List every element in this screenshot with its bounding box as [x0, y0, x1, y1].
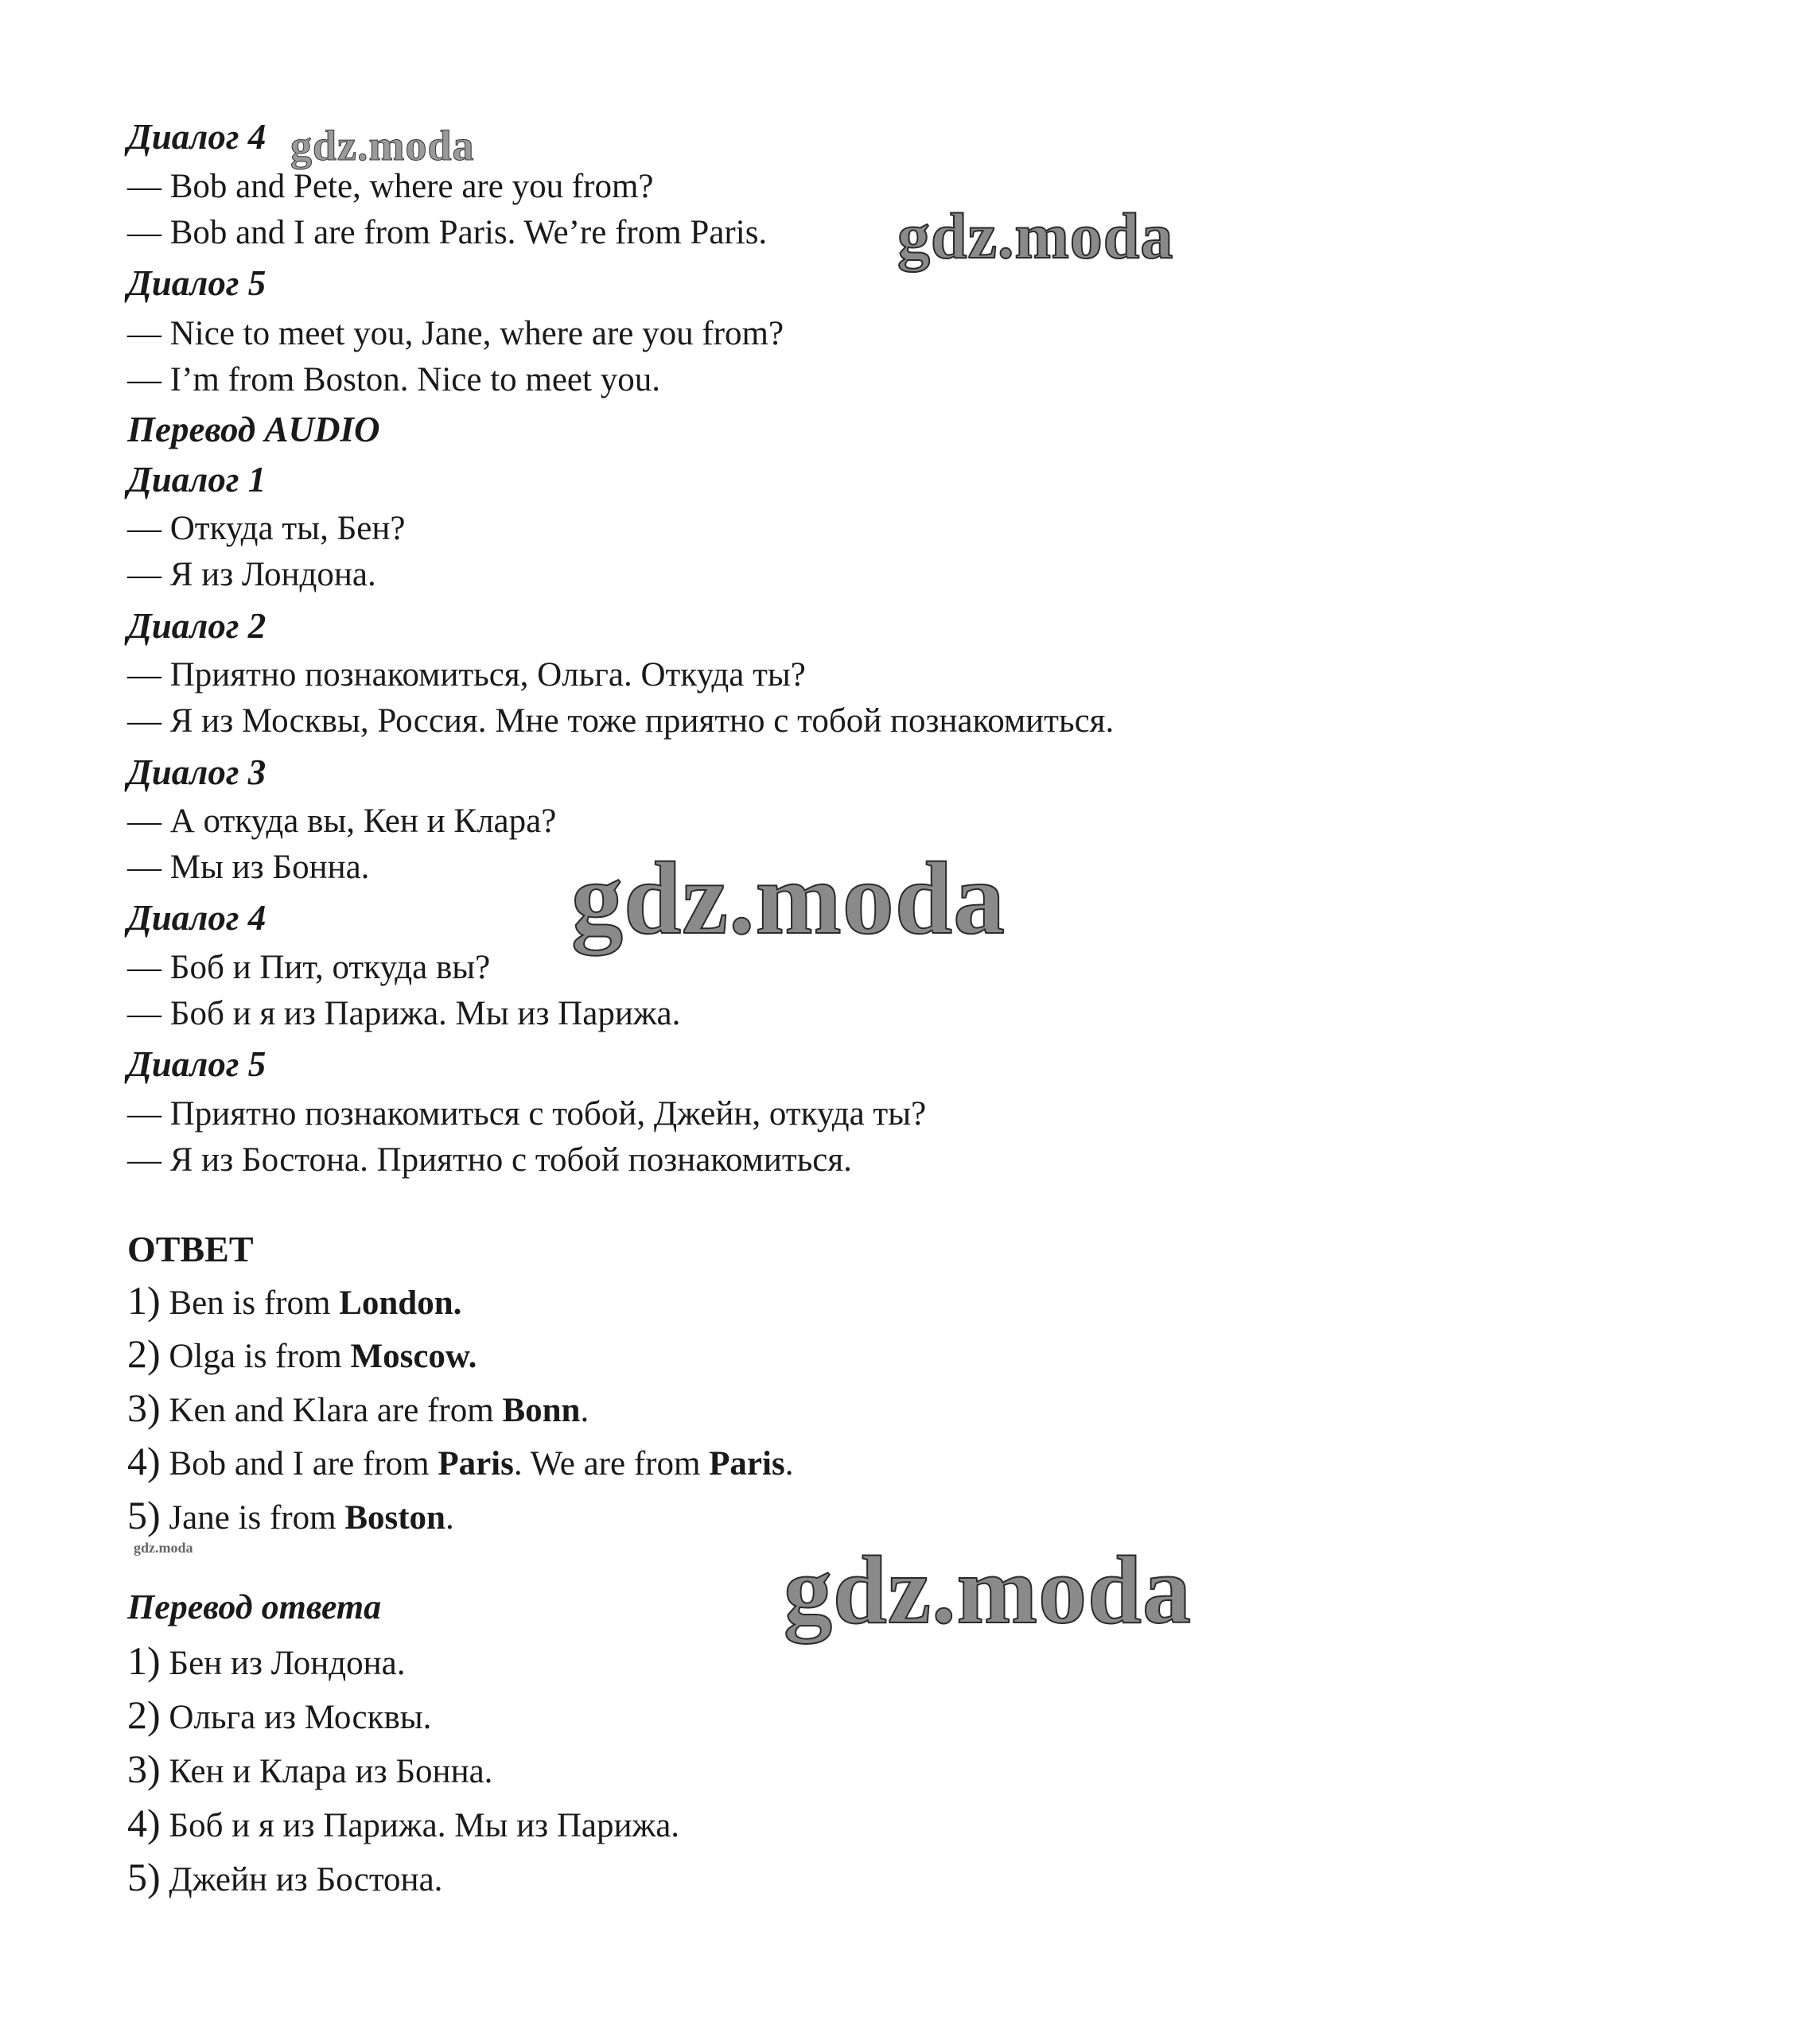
heading-dialog-5-en: Диалог 5	[127, 263, 267, 303]
item-number: 4)	[127, 1439, 161, 1483]
answer-bold: Paris	[438, 1445, 514, 1482]
item-number: 5)	[127, 1855, 161, 1899]
answer-item	[127, 1280, 461, 1323]
dialog-line: — Мы из Бонна.	[127, 849, 370, 886]
dialog-line: — I’m from Boston. Nice to meet you.	[127, 361, 660, 398]
answer-text: Bob and I are from	[160, 1445, 438, 1482]
answer-bold: Boston	[344, 1499, 445, 1537]
dialog-line: — Bob and I are from Paris. We’re from Paris.	[127, 214, 768, 251]
answer-text: Ben is from	[160, 1284, 340, 1322]
dialog-line: — Приятно познакомиться, Ольга. Откуда ты?	[127, 656, 806, 694]
answer-bold: Bonn	[502, 1392, 581, 1429]
translation-text: Ольга из Москвы.	[160, 1699, 432, 1736]
translation-text: Джейн из Бостона.	[160, 1861, 443, 1898]
dialog-line: — Боб и Пит, откуда вы?	[127, 949, 491, 986]
heading-dialog-5-ru: Диалог 5	[127, 1044, 267, 1084]
answer-text: Ken and Klara are from	[160, 1392, 503, 1429]
answer-item	[127, 1441, 793, 1484]
item-number: 1)	[127, 1638, 161, 1683]
translation-text: Кен и Клара из Бонна.	[160, 1753, 493, 1790]
dialog-line: — Я из Лондона.	[127, 556, 376, 593]
answer-bold: Paris	[709, 1445, 785, 1482]
item-number: 1)	[127, 1278, 161, 1323]
item-number: 2)	[127, 1331, 161, 1376]
translation-item	[127, 1803, 679, 1846]
item-number: 3)	[127, 1747, 161, 1791]
heading-translation-audio: Перевод AUDIO	[127, 410, 380, 449]
heading-dialog-4-ru: Диалог 4	[127, 898, 267, 938]
answer-text: .	[784, 1445, 794, 1482]
translation-text: Бен из Лондона.	[160, 1645, 406, 1682]
translation-item	[127, 1749, 492, 1792]
heading-dialog-4-en: Диалог 4	[127, 117, 267, 157]
heading-dialog-1-ru: Диалог 1	[127, 460, 267, 499]
watermark-logo: gdz.moda	[290, 122, 475, 169]
dialog-line: — Приятно познакомиться с тобой, Джейн, откуда ты?	[127, 1095, 927, 1133]
item-number: 2)	[127, 1692, 161, 1737]
answer-item	[127, 1385, 589, 1431]
translation-item	[127, 1857, 442, 1900]
answer-text: Olga is from	[160, 1338, 351, 1375]
answer-item	[127, 1331, 477, 1377]
dialog-line: — А откуда вы, Кен и Клара?	[127, 802, 557, 840]
item-number: 3)	[127, 1385, 161, 1430]
translation-item	[127, 1692, 432, 1738]
dialog-line: — Я из Бостона. Приятно с тобой познакомиться.	[127, 1141, 852, 1179]
watermark-logo: gdz.moda	[134, 1540, 193, 1556]
dialog-line: — Nice to meet you, Jane, where are you from?	[127, 315, 784, 352]
answer-bold: London.	[339, 1284, 462, 1322]
answer-bold: Moscow.	[350, 1338, 477, 1375]
item-number: 5)	[127, 1493, 161, 1537]
translation-heading: Перевод ответа	[127, 1587, 382, 1626]
dialog-line: — Боб и я из Парижа. Мы из Парижа.	[127, 995, 681, 1032]
answer-item	[127, 1495, 454, 1538]
item-number: 4)	[127, 1801, 161, 1845]
answer-text: .	[580, 1392, 589, 1429]
translation-text: Боб и я из Парижа. Мы из Парижа.	[160, 1807, 680, 1844]
answer-text: Jane is from	[160, 1499, 345, 1537]
answer-heading: ОТВЕТ	[127, 1229, 254, 1269]
heading-dialog-2-ru: Диалог 2	[127, 606, 267, 646]
dialog-line: — Bob and Pete, where are you from?	[127, 168, 654, 205]
dialog-line: — Я из Москвы, Россия. Мне тоже приятно с тобой познакомиться.	[127, 702, 1115, 740]
answer-text: . We are from	[513, 1445, 710, 1482]
dialog-line: — Откуда ты, Бен?	[127, 510, 406, 547]
watermark-logo: gdz.moda	[784, 1537, 1192, 1644]
watermark-logo: gdz.moda	[897, 200, 1174, 272]
watermark-logo: gdz.moda	[571, 841, 1006, 956]
translation-item	[127, 1638, 406, 1684]
heading-dialog-3-ru: Диалог 3	[127, 752, 267, 792]
answer-text: .	[445, 1499, 454, 1537]
